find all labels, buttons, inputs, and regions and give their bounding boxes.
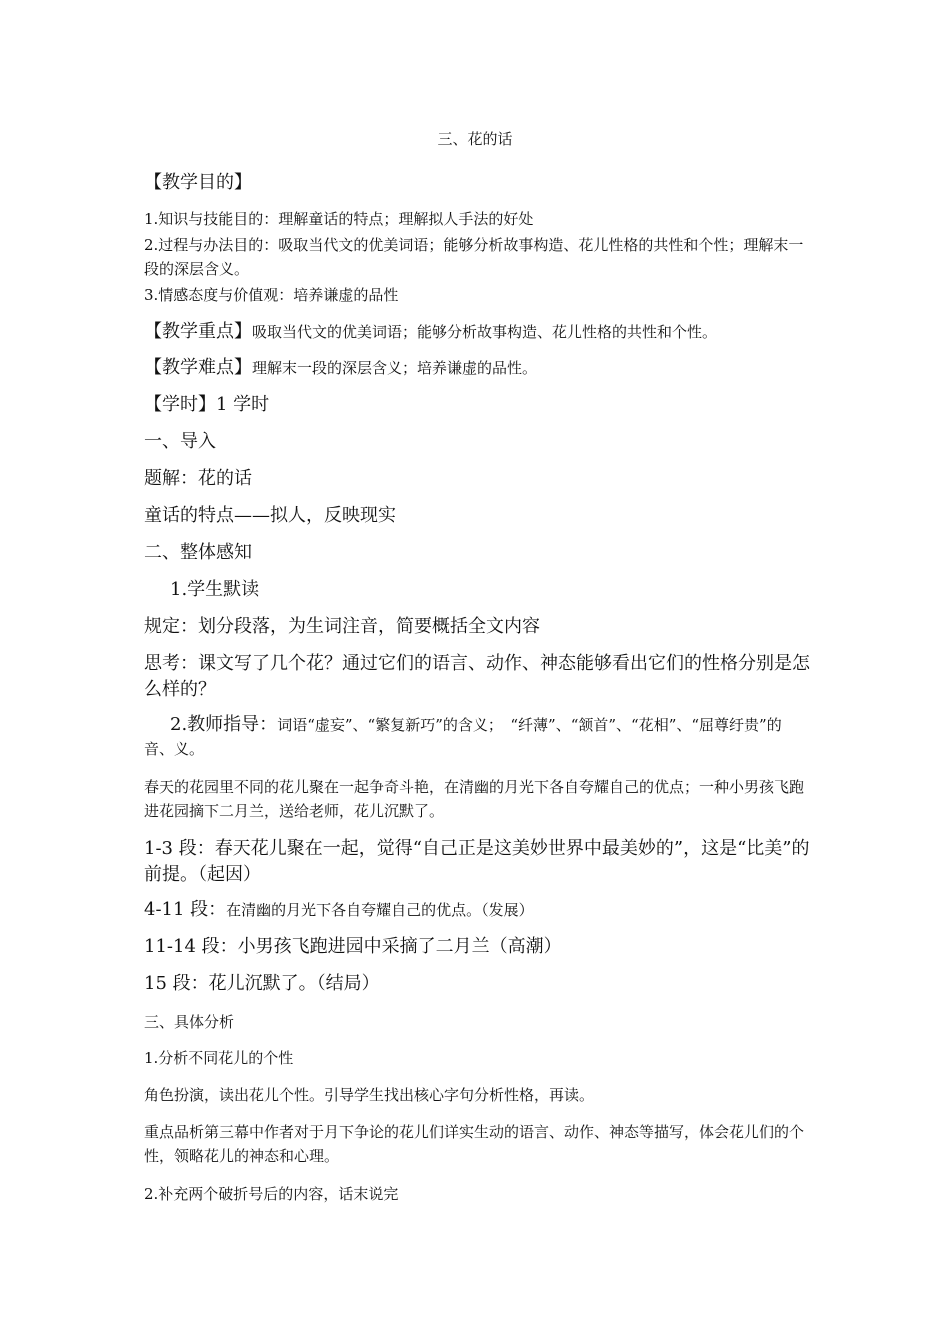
para2-text: 在清幽的月光下各自夸耀自己的优点。（发展） <box>226 901 534 919</box>
guidance-text: 词语“虚妄”、“繁复新巧”的含义； “纤薄”、“颔首”、“花相”、“屈尊纡贵”的音、义。 <box>144 716 782 758</box>
class-hours <box>144 392 810 418</box>
hours-text: 1 学时 <box>216 394 270 415</box>
teaching-focus <box>144 320 810 344</box>
focus-text: 吸取当代文的优美词语；能够分析故事构造、花儿性格的共性和个性。 <box>252 323 718 341</box>
paragraph-1-3: 1-3 段：春天花儿聚在一起，觉得“自己正是这美妙世界中最美妙的”，这是“比美”的前提。（起因） <box>144 838 810 885</box>
hours-label: 【学时】 <box>144 394 216 415</box>
guidance-label: 2.教师指导： <box>170 714 278 735</box>
page-title: 三、花的话 <box>437 130 513 148</box>
step-silent-reading: 1.学生默读 <box>170 579 260 600</box>
difficulty-text: 理解末一段的深层含义；培养谦虚的品性。 <box>252 359 538 377</box>
section-intro: 一、导入 <box>144 431 216 452</box>
thinking-question: 思考：课文写了几个花？通过它们的语言、动作、神态能够看出它们的性格分别是怎么样的？ <box>144 653 810 700</box>
step-teacher-guidance <box>144 713 810 761</box>
teaching-difficulty <box>144 356 810 380</box>
paragraph-4-11 <box>144 898 810 922</box>
goal-1: 1.知识与技能目的：理解童话的特点；理解拟人手法的好处 <box>144 210 534 228</box>
section-overall: 二、整体感知 <box>144 542 252 563</box>
difficulty-label: 【教学难点】 <box>144 357 252 378</box>
paragraph-15: 15 段：花儿沉默了。（结局） <box>144 973 380 994</box>
focus-label: 【教学重点】 <box>144 321 252 342</box>
analysis-1: 1.分析不同花儿的个性 <box>144 1049 294 1067</box>
role-play: 角色扮演，读出花儿个性。引导学生找出核心字句分析性格，再读。 <box>144 1086 595 1104</box>
requirement: 规定：划分段落，为生词注音，简要概括全文内容 <box>144 616 540 637</box>
goal-2: 2.过程与办法目的：吸取当代文的优美词语；能够分析故事构造、花儿性格的共性和个性；理解末一段的深层含义。 <box>144 236 804 278</box>
fairy-tale-feature: 童话的特点——拟人，反映现实 <box>144 505 396 526</box>
story-summary: 春天的花园里不同的花儿聚在一起争奇斗艳，在清幽的月光下各自夸耀自己的优点；一种小男孩飞跑进花园摘下二月兰，送给老师，花儿沉默了。 <box>144 778 805 820</box>
key-analysis: 重点品析第三幕中作者对于月下争论的花儿们详实生动的语言、动作、神态等描写，体会花儿们的个性，领略花儿的神态和心理。 <box>144 1123 805 1165</box>
section-analysis: 三、具体分析 <box>144 1013 235 1031</box>
para2-label: 4-11 段： <box>144 899 227 920</box>
paragraph-11-14: 11-14 段：小男孩飞跑进园中采摘了二月兰（高潮） <box>144 936 562 957</box>
analysis-2: 2.补充两个破折号后的内容，话末说完 <box>144 1185 399 1203</box>
goal-3: 3.情感态度与价值观：培养谦虚的品性 <box>144 286 399 304</box>
title-explanation: 题解：花的话 <box>144 468 252 489</box>
goal-heading: 【教学目的】 <box>144 172 252 193</box>
